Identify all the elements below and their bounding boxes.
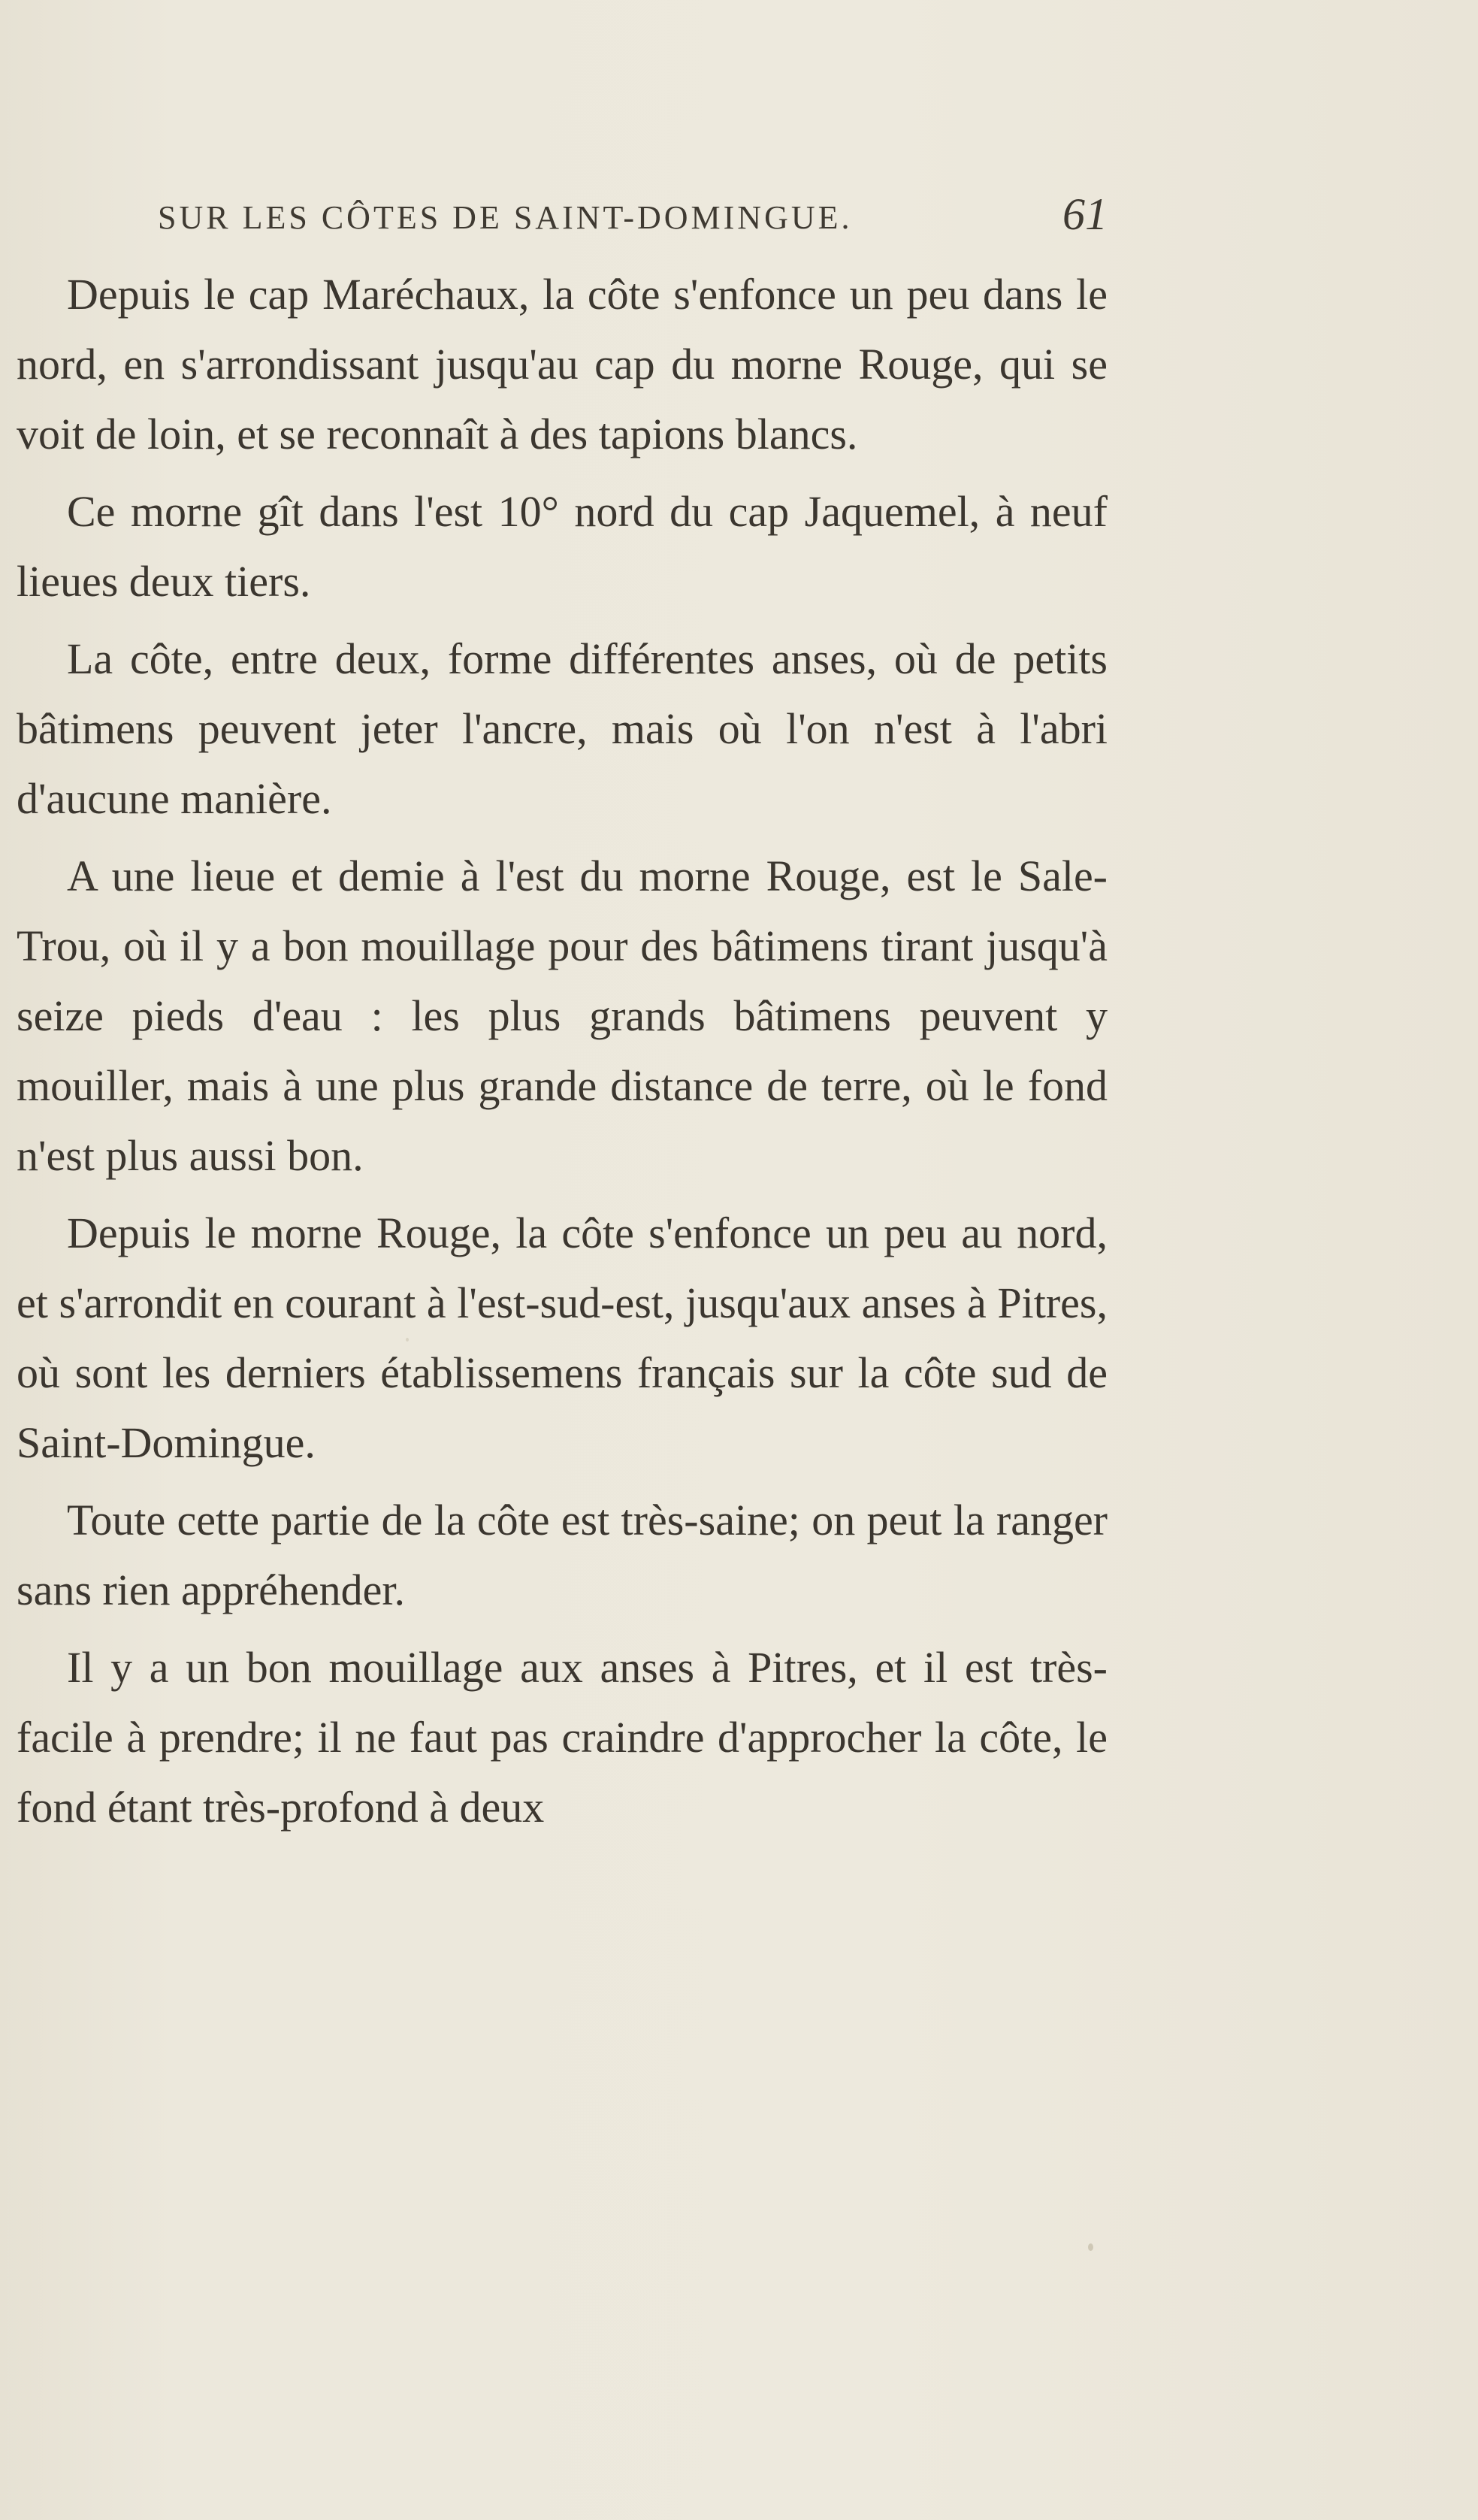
page-number: 61	[1062, 189, 1108, 239]
paragraph: Toute cette partie de la côte est très-saine; on peut la ranger sans rien appréhender.	[17, 1496, 1108, 1614]
paragraph: Il y a un bon mouillage aux anses à Pitres, et il est très-facile à prendre; il ne faut pas craindre d'approcher la côte, le fond étant très-profond à deux	[17, 1643, 1108, 1832]
running-head	[17, 189, 1108, 244]
paragraph: Depuis le morne Rouge, la côte s'enfonce un peu au nord, et s'arrondit en courant à l'est-sud-est, jusqu'aux anses à Pitres, où sont les derniers établissemens français sur la côte sud de Saint-Domingue.	[17, 1209, 1108, 1467]
paragraph: Depuis le cap Maréchaux, la côte s'enfonce un peu dans le nord, en s'arrondissant jusqu'au cap du morne Rouge, qui se voit de loin, et se reconnaît à des tapions blancs.	[17, 270, 1108, 458]
running-head-title: SUR LES CÔTES DE SAINT-DOMINGUE.	[158, 199, 853, 236]
paper-spot	[1088, 2243, 1093, 2251]
paragraph: Ce morne gît dans l'est 10° nord du cap Jaquemel, à neuf lieues deux tiers.	[17, 487, 1108, 606]
paragraph: La côte, entre deux, forme différentes anses, où de petits bâtimens peuvent jeter l'ancre, mais où l'on n'est à l'abri d'aucune manière.	[17, 634, 1108, 823]
body-text	[17, 259, 1108, 1850]
paragraph: A une lieue et demie à l'est du morne Rouge, est le Sale-Trou, où il y a bon mouillage pour des bâtimens tirant jusqu'à seize pieds d'eau : les plus grands bâtimens peuvent y mouiller, mais à une plus grande distance de terre, où le fond n'est plus aussi bon.	[17, 852, 1108, 1180]
